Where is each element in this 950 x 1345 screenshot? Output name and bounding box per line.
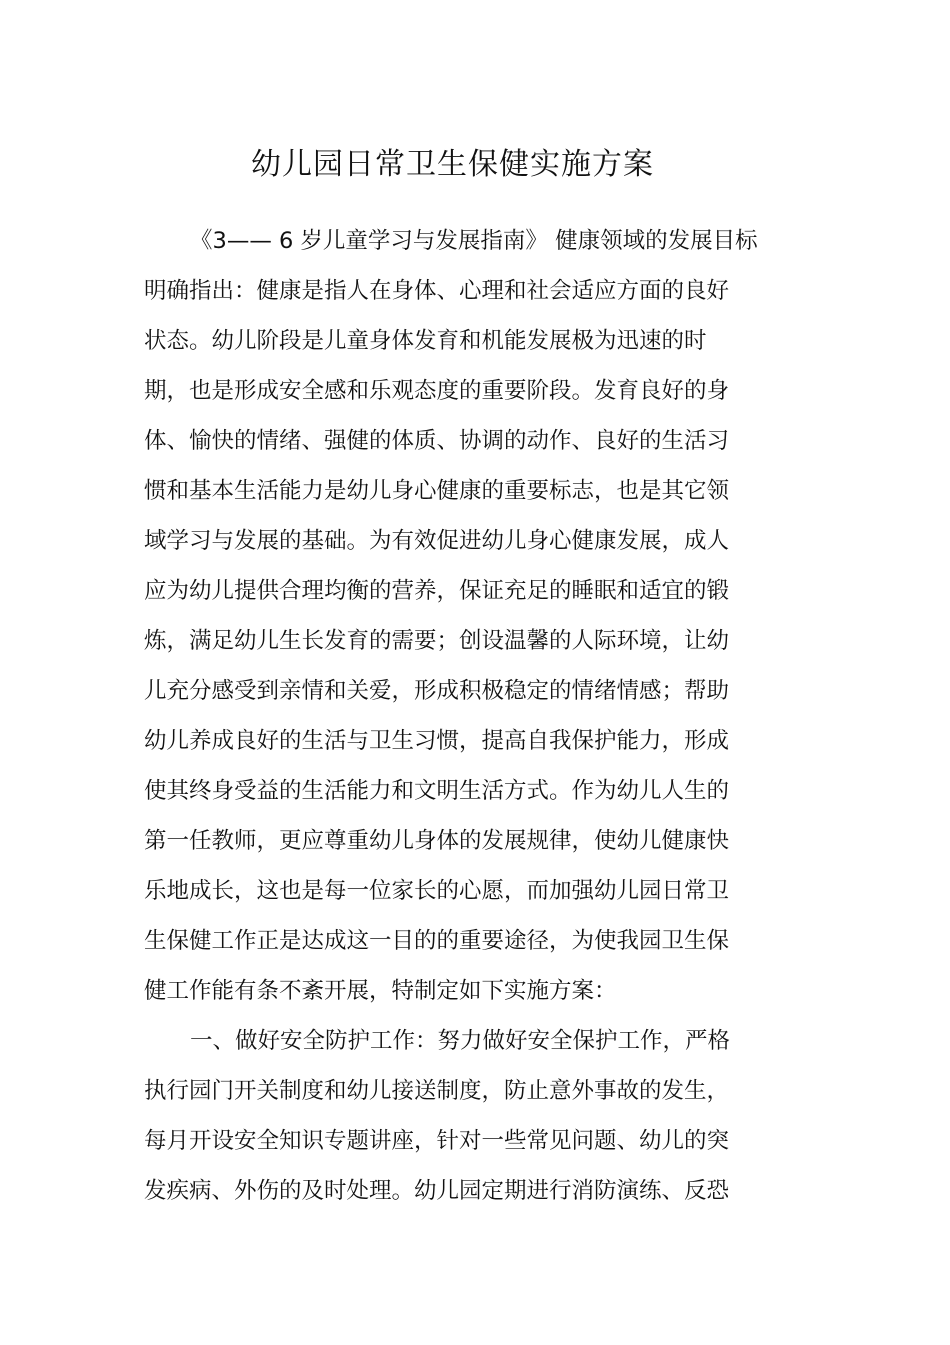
paragraph-line: 生保健工作正是达成这一目的的重要途径，为使我园卫生保 bbox=[144, 928, 730, 954]
paragraph-line: 幼儿养成良好的生活与卫生习惯，提高自我保护能力，形成 bbox=[144, 728, 730, 754]
paragraph-line: 执行园门开关制度和幼儿接送制度，防止意外事故的发生， bbox=[144, 1078, 730, 1104]
paragraph-line: 一、做好安全防护工作：努力做好安全保护工作，严格 bbox=[190, 1028, 731, 1054]
document-title: 幼儿园日常卫生保健实施方案 bbox=[251, 147, 654, 183]
paragraph-line: 体、愉快的情绪、强健的体质、协调的动作、良好的生活习 bbox=[144, 428, 730, 454]
paragraph-line: 使其终身受益的生活能力和文明生活方式。作为幼儿人生的 bbox=[144, 778, 730, 804]
paragraph-line: 状态。幼儿阶段是儿童身体发育和机能发展极为迅速的时 bbox=[144, 328, 707, 354]
paragraph-line: 健工作能有条不紊开展，特制定如下实施方案： bbox=[144, 978, 617, 1004]
paragraph-line: 每月开设安全知识专题讲座，针对一些常见问题、幼儿的突 bbox=[144, 1128, 730, 1154]
paragraph-line: 惯和基本生活能力是幼儿身心健康的重要标志，也是其它领 bbox=[144, 478, 730, 504]
paragraph-line: 发疾病、外伤的及时处理。幼儿园定期进行消防演练、反恐 bbox=[144, 1178, 730, 1204]
paragraph-line: 应为幼儿提供合理均衡的营养，保证充足的睡眠和适宜的锻 bbox=[144, 578, 730, 604]
paragraph-line: 第一任教师，更应尊重幼儿身体的发展规律，使幼儿健康快 bbox=[144, 828, 730, 854]
paragraph-line: 《3—— 6 岁儿童学习与发展指南》 健康领域的发展目标 bbox=[190, 228, 758, 254]
paragraph-line: 乐地成长，这也是每一位家长的心愿，而加强幼儿园日常卫 bbox=[144, 878, 730, 904]
paragraph-line: 儿充分感受到亲情和关爱，形成积极稳定的情绪情感；帮助 bbox=[144, 678, 730, 704]
paragraph-line: 明确指出：健康是指人在身体、心理和社会适应方面的良好 bbox=[144, 278, 730, 304]
paragraph-line: 域学习与发展的基础。为有效促进幼儿身心健康发展，成人 bbox=[144, 528, 730, 554]
paragraph-line: 炼，满足幼儿生长发育的需要；创设温馨的人际环境，让幼 bbox=[144, 628, 730, 654]
paragraph-line: 期，也是形成安全感和乐观态度的重要阶段。发育良好的身 bbox=[144, 378, 730, 404]
